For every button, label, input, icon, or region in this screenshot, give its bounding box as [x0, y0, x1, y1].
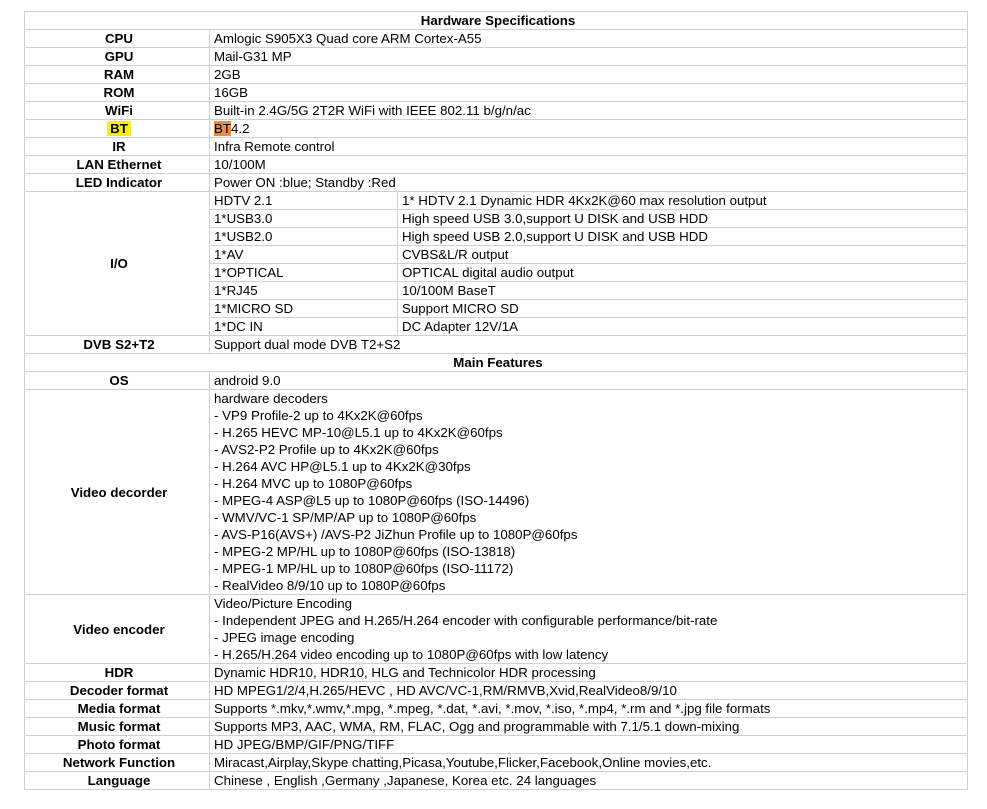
- io-port: 1*USB3.0: [210, 210, 398, 228]
- video-decoder-line: - MPEG-4 ASP@L5 up to 1080P@60fps (ISO-14496): [214, 493, 530, 508]
- spec-row-lan: [25, 156, 968, 174]
- io-desc: High speed USB 3.0,support U DISK and USB HDD: [398, 210, 968, 228]
- spec-row-gpu: [25, 48, 968, 66]
- decoder-format-label: Decoder format: [25, 682, 210, 700]
- video-decoder-line: - MPEG-1 MP/HL up to 1080P@60fps (ISO-11172): [214, 561, 514, 576]
- features-section-header: [25, 354, 968, 372]
- photo-format-label: Photo format: [25, 736, 210, 754]
- io-desc: Support MICRO SD: [398, 300, 968, 318]
- os-label: OS: [25, 372, 210, 390]
- io-port: 1*OPTICAL: [210, 264, 398, 282]
- ram-label: RAM: [25, 66, 210, 84]
- wifi-label: WiFi: [25, 102, 210, 120]
- lan-value: 10/100M: [210, 156, 968, 174]
- video-decoder-line: - WMV/VC-1 SP/MP/AP up to 1080P@60fps: [214, 510, 477, 525]
- spec-row-cpu: [25, 30, 968, 48]
- video-decoder-label: Video decorder: [25, 390, 210, 595]
- hdr-value: Dynamic HDR10, HDR10, HLG and Technicolor HDR processing: [210, 664, 968, 682]
- io-desc: DC Adapter 12V/1A: [398, 318, 968, 336]
- io-port: HDTV 2.1: [210, 192, 398, 210]
- spec-row-os: [25, 372, 968, 390]
- spec-row-ram: [25, 66, 968, 84]
- io-desc: 1* HDTV 2.1 Dynamic HDR 4Kx2K@60 max resolution output: [398, 192, 968, 210]
- bt-value: [210, 120, 968, 138]
- cpu-value: Amlogic S905X3 Quad core ARM Cortex-A55: [210, 30, 968, 48]
- spec-row-dvb: [25, 336, 968, 354]
- spec-table: [24, 11, 968, 790]
- io-port: 1*RJ45: [210, 282, 398, 300]
- hardware-title: Hardware Specifications: [25, 12, 968, 30]
- rom-label: ROM: [25, 84, 210, 102]
- video-encoder-value: [210, 595, 968, 664]
- media-format-label: Media format: [25, 700, 210, 718]
- io-desc: OPTICAL digital audio output: [398, 264, 968, 282]
- spec-row-wifi: [25, 102, 968, 120]
- spec-row-hdr: [25, 664, 968, 682]
- rom-value: 16GB: [210, 84, 968, 102]
- video-encoder-line: - Independent JPEG and H.265/H.264 encoder with configurable performance/bit-rate: [214, 613, 718, 628]
- led-value: Power ON :blue; Standby :Red: [210, 174, 968, 192]
- wifi-value: Built-in 2.4G/5G 2T2R WiFi with IEEE 802.11 b/g/n/ac: [210, 102, 968, 120]
- spec-row-bt: [25, 120, 968, 138]
- io-desc: High speed USB 2.0,support U DISK and USB HDD: [398, 228, 968, 246]
- cpu-label: CPU: [25, 30, 210, 48]
- io-port: 1*AV: [210, 246, 398, 264]
- bt-label: BT: [107, 121, 131, 136]
- spec-row-media-format: [25, 700, 968, 718]
- ir-label: IR: [25, 138, 210, 156]
- media-format-value: Supports *.mkv,*.wmv,*.mpg, *.mpeg, *.dat, *.avi, *.mov, *.iso, *.mp4, *.rm and *.jpg file formats: [210, 700, 968, 718]
- network-label: Network Function: [25, 754, 210, 772]
- features-title: Main Features: [25, 354, 968, 372]
- video-decoder-line: - AVS2-P2 Profile up to 4Kx2K@60fps: [214, 442, 439, 457]
- decoder-format-value: HD MPEG1/2/4,H.265/HEVC , HD AVC/VC-1,RM/RMVB,Xvid,RealVideo8/9/10: [210, 682, 968, 700]
- spec-row-video-decoder: [25, 390, 968, 595]
- spec-row-video-encoder: [25, 595, 968, 664]
- spec-row-decoder-format: [25, 682, 968, 700]
- gpu-label: GPU: [25, 48, 210, 66]
- video-decoder-line: - H.264 MVC up to 1080P@60fps: [214, 476, 413, 491]
- network-value: Miracast,Airplay,Skype chatting,Picasa,Youtube,Flicker,Facebook,Online movies,etc.: [210, 754, 968, 772]
- video-decoder-line: - VP9 Profile-2 up to 4Kx2K@60fps: [214, 408, 423, 423]
- lan-label: LAN Ethernet: [25, 156, 210, 174]
- spec-row-language: [25, 772, 968, 790]
- language-value: Chinese , English ,Germany ,Japanese, Korea etc. 24 languages: [210, 772, 968, 790]
- dvb-value: Support dual mode DVB T2+S2: [210, 336, 968, 354]
- spec-row-rom: [25, 84, 968, 102]
- gpu-value: Mail-G31 MP: [210, 48, 968, 66]
- led-label: LED Indicator: [25, 174, 210, 192]
- language-label: Language: [25, 772, 210, 790]
- hardware-section-header: [25, 12, 968, 30]
- video-decoder-line: - AVS-P16(AVS+) /AVS-P2 JiZhun Profile up to 1080P@60fps: [214, 527, 578, 542]
- video-decoder-line: - MPEG-2 MP/HL up to 1080P@60fps (ISO-13818): [214, 544, 516, 559]
- io-port: 1*USB2.0: [210, 228, 398, 246]
- music-format-value: Supports MP3, AAC, WMA, RM, FLAC, Ogg and programmable with 7.1/5.1 down-mixing: [210, 718, 968, 736]
- ram-value: 2GB: [210, 66, 968, 84]
- bt-label-cell: [25, 120, 210, 138]
- io-port: 1*DC IN: [210, 318, 398, 336]
- video-decoder-value: [210, 390, 968, 595]
- video-decoder-line: - H.264 AVC HP@L5.1 up to 4Kx2K@30fps: [214, 459, 471, 474]
- video-decoder-line: hardware decoders: [214, 391, 328, 406]
- video-decoder-line: - H.265 HEVC MP-10@L5.1 up to 4Kx2K@60fps: [214, 425, 503, 440]
- spec-row-music-format: [25, 718, 968, 736]
- video-encoder-line: - JPEG image encoding: [214, 630, 355, 645]
- io-desc: 10/100M BaseT: [398, 282, 968, 300]
- music-format-label: Music format: [25, 718, 210, 736]
- video-decoder-line: - RealVideo 8/9/10 up to 1080P@60fps: [214, 578, 446, 593]
- spec-row-network: [25, 754, 968, 772]
- io-row: [25, 192, 968, 210]
- spec-row-ir: [25, 138, 968, 156]
- bt-value-highlight: BT: [214, 121, 231, 136]
- io-port: 1*MICRO SD: [210, 300, 398, 318]
- video-encoder-line: Video/Picture Encoding: [214, 596, 352, 611]
- io-label: I/O: [25, 192, 210, 336]
- spec-row-photo-format: [25, 736, 968, 754]
- video-encoder-line: - H.265/H.264 video encoding up to 1080P@60fps with low latency: [214, 647, 609, 662]
- photo-format-value: HD JPEG/BMP/GIF/PNG/TIFF: [210, 736, 968, 754]
- ir-value: Infra Remote control: [210, 138, 968, 156]
- spec-row-led: [25, 174, 968, 192]
- io-desc: CVBS&L/R output: [398, 246, 968, 264]
- video-encoder-label: Video encoder: [25, 595, 210, 664]
- dvb-label: DVB S2+T2: [25, 336, 210, 354]
- bt-value-version: 4.2: [231, 121, 250, 136]
- os-value: android 9.0: [210, 372, 968, 390]
- hdr-label: HDR: [25, 664, 210, 682]
